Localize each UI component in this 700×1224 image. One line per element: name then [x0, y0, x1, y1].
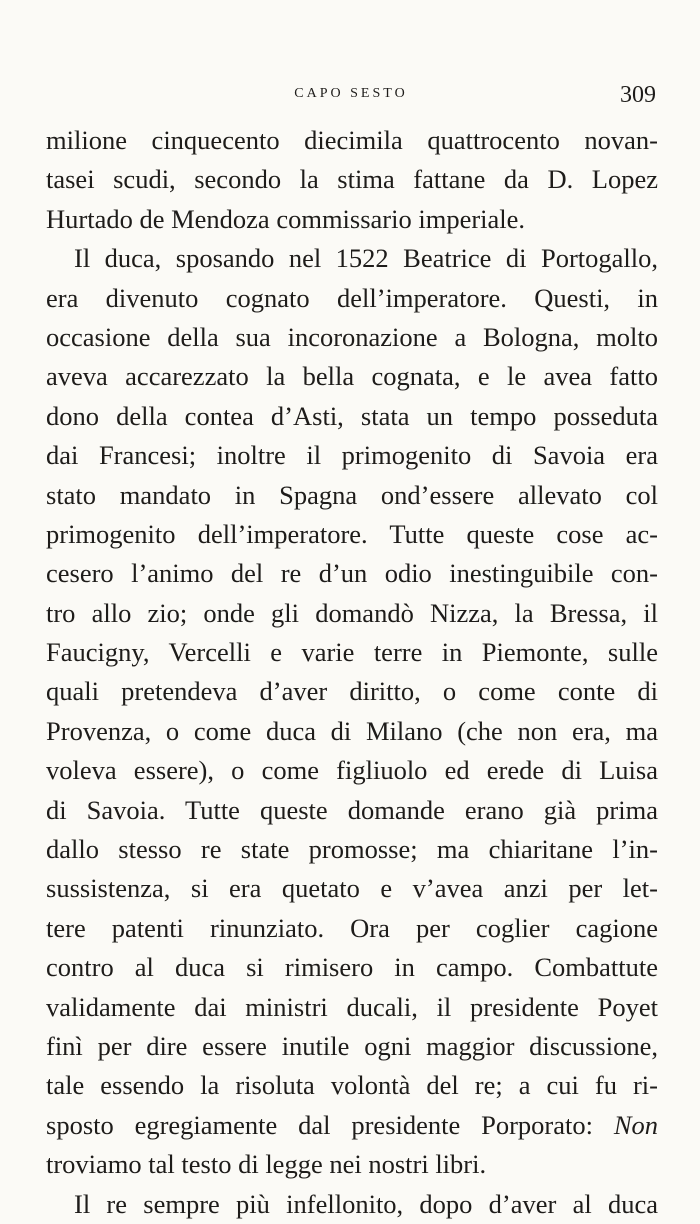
text-line: dai Francesi; inoltre il primogenito di Savoia era [46, 440, 658, 471]
text-line: tasei scudi, secondo la stima fattane da D. Lopez [46, 164, 658, 195]
text-line: stato mandato in Spagna ond’essere allevato col [46, 479, 658, 510]
text-line: tale essendo la risoluta volontà del re; a cui fu ri- [46, 1070, 658, 1101]
running-head [46, 82, 656, 112]
text-line: tro allo zio; onde gli domandò Nizza, la Bressa, il [46, 597, 658, 628]
text-line: voleva essere), o come figliuolo ed erede di Luisa [46, 755, 658, 786]
text-line: sussistenza, si era quetato e v’avea anzi per let- [46, 873, 658, 904]
body-text [46, 121, 658, 1224]
text-line: finì per dire essere inutile ogni maggior discussione, [46, 1030, 658, 1061]
text-line: era divenuto cognato dell’imperatore. Questi, in [46, 282, 658, 313]
text-line: aveva accarezzato la bella cognata, e le avea fatto [46, 361, 658, 392]
text-line: Faucigny, Vercelli e varie terre in Piemonte, sulle [46, 637, 658, 668]
text-line: milione cinquecento diecimila quattrocento novan- [46, 125, 658, 155]
text-line: validamente dai ministri ducali, il presidente Poyet [46, 991, 658, 1022]
text-line: tere patenti rinunziato. Ora per coglier cagione [46, 912, 658, 943]
italic-quote-line: troviamo tal testo di legge nei nostri libri. [46, 1149, 487, 1180]
paragraph-start-line: Il duca, sposando nel 1522 Beatrice di Portogallo, [74, 243, 658, 274]
text-line: occasione della sua incoronazione a Bologna, molto [46, 321, 658, 352]
page-number: 309 [620, 82, 656, 108]
text-line: dono della contea d’Asti, stata un tempo posseduta [46, 400, 658, 431]
paragraph-start-line: Il re sempre più infellonito, dopo d’aver al duca [74, 1188, 658, 1219]
text-line: Provenza, o come duca di Milano (che non era, ma [46, 715, 658, 746]
text-line: dallo stesso re state promosse; ma chiaritane l’in- [46, 834, 658, 865]
text-line: quali pretendeva d’aver diritto, o come conte di [46, 676, 658, 707]
text-line: contro al duca si rimisero in campo. Combattute [46, 952, 658, 983]
text-line: di Savoia. Tutte queste domande erano già prima [46, 794, 658, 825]
text-line: cesero l’animo del re d’un odio inestinguibile con- [46, 558, 658, 589]
text-line: primogenito dell’imperatore. Tutte queste cose ac- [46, 518, 658, 549]
running-title: CAPO SESTO [294, 86, 408, 101]
text-line-head: sposto egregiamente dal presidente Porporato: [46, 1109, 593, 1140]
text-line-with-quote [46, 1106, 658, 1145]
italic-quote-start: Non [613, 1109, 659, 1140]
text-line: Hurtado de Mendoza commissario imperiale. [46, 203, 526, 234]
